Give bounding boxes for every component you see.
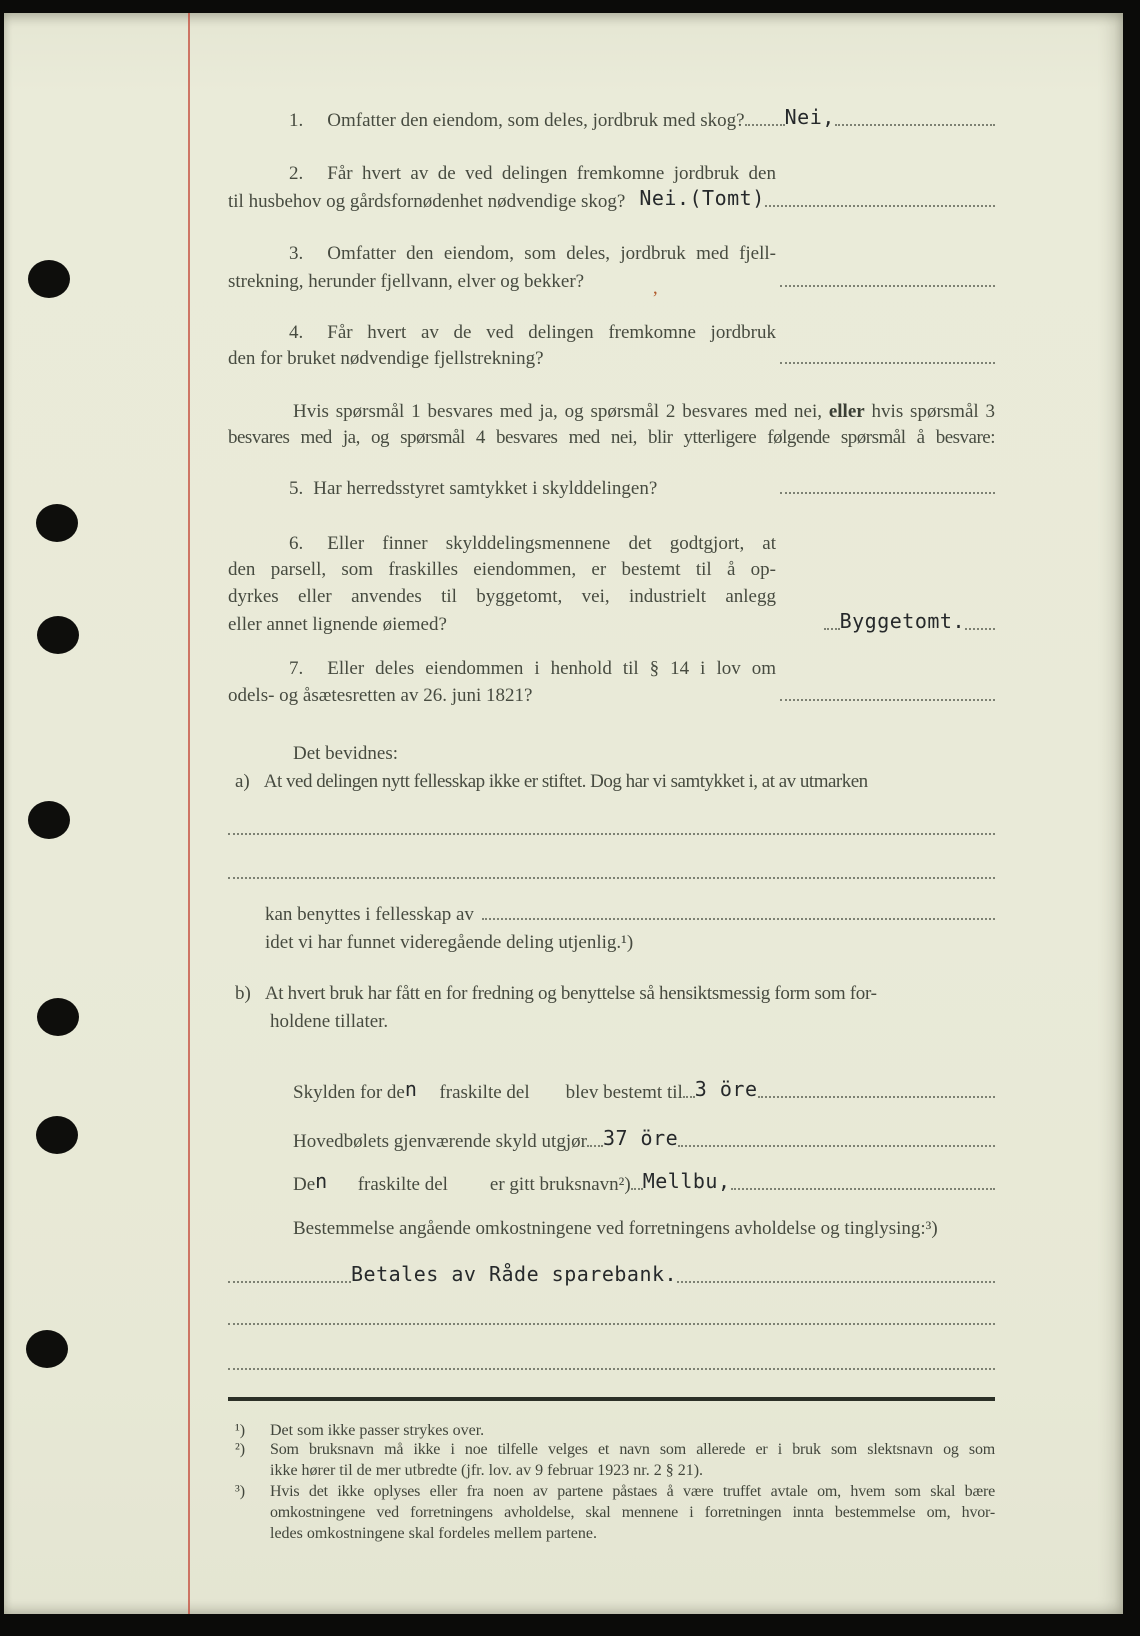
attestation-item-b bbox=[228, 981, 995, 1007]
indent bbox=[228, 125, 289, 126]
attestation-heading bbox=[228, 741, 995, 767]
farm-name-row bbox=[228, 1170, 995, 1196]
indent bbox=[228, 337, 289, 338]
indent bbox=[228, 947, 265, 948]
footnote-3-text: Hvis det ikke oplyses eller fra noen av partene påstaes å være truffet avtale om, hvem som skal bære bbox=[270, 1483, 995, 1500]
question-6-number: 6. bbox=[289, 533, 304, 554]
indent bbox=[228, 673, 289, 674]
question-4-row-2 bbox=[228, 346, 995, 372]
number-gap bbox=[303, 548, 327, 549]
question-7-text: Eller deles eiendommen i henhold til § 14 i lov om bbox=[327, 658, 776, 679]
footnote-2-text: Som bruksnavn må ikke i noe tilfelle velges et navn som allerede er i bruk som slektsnavn og som bbox=[270, 1441, 995, 1458]
question-4-text-cont: den for bruket nødvendige fjellstrekning? bbox=[228, 348, 544, 369]
conditions-text: hvis spørsmål 3 bbox=[864, 401, 995, 422]
punch-hole bbox=[37, 616, 79, 654]
conditions-text-cont: besvares med ja, og spørsmål 4 besvares med nei, blir ytterligere følgende spørsmål å besvare: bbox=[228, 427, 995, 448]
dotted-leader bbox=[631, 1183, 643, 1190]
dotted-leader bbox=[835, 119, 995, 126]
remaining-skyld-label: Hovedbølets gjenværende skyld utgjør bbox=[293, 1131, 587, 1152]
costs-clause-line bbox=[228, 1216, 995, 1242]
skyld-label: Skylden for de bbox=[293, 1082, 405, 1103]
item-b-text: At hvert bruk har fått en for fredning og benyttelse så hensiktsmessig form som for- bbox=[264, 983, 877, 1004]
question-3-line-1 bbox=[228, 241, 776, 267]
form-blank bbox=[328, 1189, 358, 1190]
typed-letter-n: n bbox=[404, 1077, 418, 1101]
typed-answer-2: Nei.(Tomt) bbox=[639, 186, 765, 210]
dotted-leader bbox=[780, 487, 995, 494]
footnote-2-marker: ²) bbox=[235, 1441, 246, 1458]
indent bbox=[228, 758, 293, 759]
number-gap bbox=[303, 178, 327, 179]
question-7-line-1 bbox=[228, 656, 776, 682]
indent bbox=[228, 1026, 270, 1027]
indent bbox=[228, 416, 293, 417]
typed-answer-1: Nei, bbox=[784, 105, 835, 129]
question-4-text: Får hvert av de ved delingen fremkomne jordbruk bbox=[327, 322, 776, 343]
indent bbox=[228, 1146, 293, 1147]
costs-answer-row bbox=[228, 1263, 995, 1289]
question-7-row-2 bbox=[228, 683, 995, 709]
item-b-text-cont: holdene tillater. bbox=[270, 1011, 389, 1032]
unsuitable-division-line bbox=[228, 930, 995, 956]
item-b-label: b) bbox=[235, 983, 251, 1004]
dotted-leader bbox=[780, 357, 995, 364]
skyld-label-mid: fraskilte del bbox=[439, 1082, 530, 1103]
dotted-leader bbox=[482, 913, 995, 920]
common-use-text: kan benyttes i fellesskap av bbox=[265, 904, 474, 925]
footnote-1 bbox=[228, 1420, 995, 1441]
footnote-1-marker: ¹) bbox=[235, 1422, 246, 1439]
farm-name-label-mid: fraskilte del bbox=[357, 1174, 448, 1195]
dotted-leader bbox=[824, 623, 840, 630]
question-6-line-1 bbox=[228, 531, 776, 557]
indent bbox=[228, 178, 289, 179]
gap bbox=[251, 998, 265, 999]
indent bbox=[228, 493, 289, 494]
punch-hole bbox=[26, 1330, 68, 1368]
number-gap bbox=[303, 258, 327, 259]
item-a-label: a) bbox=[235, 771, 250, 792]
question-7-number: 7. bbox=[289, 658, 304, 679]
typed-answer-6: Byggetomt. bbox=[839, 609, 965, 633]
question-6-line-3 bbox=[228, 584, 776, 610]
red-margin-line bbox=[188, 13, 190, 1614]
conditions-paragraph-line-2 bbox=[228, 425, 995, 451]
footnote-2-text-cont: ikke hører til de mer utbredte (jfr. lov. av 9 februar 1923 nr. 2 § 21). bbox=[270, 1462, 704, 1479]
footnote-separator-rule bbox=[228, 1397, 995, 1401]
typed-remaining-skyld-value: 37 öre bbox=[602, 1126, 679, 1150]
number-gap bbox=[303, 493, 313, 494]
question-5-text: Har herredsstyret samtykket i skylddelingen? bbox=[313, 478, 658, 499]
indent bbox=[228, 1233, 293, 1234]
form-blank bbox=[448, 1189, 490, 1190]
gap bbox=[250, 786, 264, 787]
farm-name-label: De bbox=[293, 1174, 316, 1195]
question-7-text-cont: odels- og åsætesretten av 26. juni 1821? bbox=[228, 685, 533, 706]
question-3-text-cont: strekning, herunder fjellvann, elver og bekker? bbox=[228, 271, 585, 292]
question-1-row bbox=[228, 106, 995, 132]
dotted-leader bbox=[758, 1091, 995, 1098]
punch-hole bbox=[37, 998, 79, 1036]
question-1-text: Omfatter den eiendom, som deles, jordbruk med skog? bbox=[327, 110, 745, 131]
dotted-leader bbox=[780, 280, 995, 287]
common-use-row bbox=[228, 902, 995, 928]
gap bbox=[625, 206, 639, 207]
question-6-line-2 bbox=[228, 557, 776, 583]
footnote-3-text-cont: ledes omkostningene skal fordeles mellem partene. bbox=[270, 1525, 598, 1542]
indent bbox=[228, 786, 235, 787]
remaining-skyld-row bbox=[228, 1127, 995, 1153]
dotted-leader bbox=[780, 694, 995, 701]
dotted-leader bbox=[965, 623, 995, 630]
typed-skyld-value: 3 öre bbox=[694, 1077, 758, 1101]
dotted-leader bbox=[587, 1140, 603, 1147]
question-2-line-1 bbox=[228, 161, 776, 187]
punch-hole bbox=[28, 801, 70, 839]
skyld-label-post: blev bestemt til bbox=[565, 1082, 683, 1103]
question-3-row-2 bbox=[228, 269, 995, 295]
punch-hole bbox=[28, 260, 70, 298]
item-b-line-2 bbox=[228, 1009, 995, 1035]
attestation-heading-text: Det bevidnes: bbox=[293, 743, 399, 764]
question-4-number: 4. bbox=[289, 322, 304, 343]
question-2-text: Får hvert av de ved delingen fremkomne jordbruk den bbox=[327, 163, 776, 184]
question-1-number: 1. bbox=[289, 110, 304, 131]
footnote-2 bbox=[228, 1439, 995, 1481]
number-gap bbox=[303, 125, 327, 126]
indent bbox=[228, 1097, 293, 1098]
question-6-text-cont: den parsell, som fraskilles eiendommen, er bestemt til å op- bbox=[228, 559, 776, 580]
blank-dotted-line bbox=[228, 1354, 995, 1370]
typed-farm-name: Mellbu, bbox=[642, 1169, 731, 1193]
question-2-number: 2. bbox=[289, 163, 304, 184]
dotted-leader bbox=[228, 1276, 351, 1283]
dotted-leader bbox=[731, 1183, 996, 1190]
question-2-text-cont: til husbehov og gårdsfornødenhet nødvendige skog? bbox=[228, 191, 626, 212]
question-3-text: Omfatter den eiendom, som deles, jordbruk med fjell- bbox=[327, 243, 776, 264]
conditions-text: Hvis spørsmål 1 besvares med ja, og spørsmål 2 besvares med nei, bbox=[293, 401, 829, 422]
form-blank bbox=[417, 1097, 439, 1098]
indent bbox=[228, 919, 265, 920]
attestation-item-a bbox=[228, 769, 995, 795]
question-2-row-2 bbox=[228, 187, 995, 213]
question-6-row-4 bbox=[228, 610, 995, 636]
gap bbox=[474, 919, 482, 920]
unsuitable-division-text: idet vi har funnet videregående deling utjenlig.¹) bbox=[265, 932, 634, 953]
blank-dotted-line bbox=[228, 1309, 995, 1325]
punch-hole bbox=[36, 504, 78, 542]
form-blank bbox=[530, 1097, 566, 1098]
indent bbox=[228, 998, 235, 999]
item-a-text: At ved delingen nytt fellesskap ikke er stiftet. Dog har vi samtykket i, at av utmarken bbox=[263, 771, 868, 792]
dotted-leader bbox=[678, 1140, 995, 1147]
footnote-3-marker: ³) bbox=[235, 1483, 246, 1500]
typed-letter-n: n bbox=[315, 1169, 328, 1193]
punch-hole bbox=[36, 1116, 78, 1154]
footnote-3 bbox=[228, 1481, 995, 1544]
dotted-leader bbox=[765, 200, 995, 207]
question-5-row bbox=[228, 476, 995, 502]
indent bbox=[228, 258, 289, 259]
severed-part-skyld-row bbox=[228, 1078, 995, 1104]
question-5-number: 5. bbox=[289, 478, 304, 499]
stray-ink-mark: ’ bbox=[652, 288, 659, 309]
dotted-leader bbox=[745, 119, 785, 126]
dotted-leader bbox=[677, 1276, 995, 1283]
conditions-paragraph-line-1 bbox=[228, 399, 995, 425]
number-gap bbox=[303, 337, 327, 338]
conditions-text-bold: eller bbox=[828, 401, 865, 422]
question-4-line-1 bbox=[228, 320, 776, 346]
footnote-1-text: Det som ikke passer strykes over. bbox=[270, 1422, 485, 1439]
blank-dotted-line bbox=[228, 863, 995, 879]
dotted-leader bbox=[683, 1091, 695, 1098]
footnote-3-text-cont: omkostningene ved forretningens avholdelse, skal mennene i forretningen innta bestemmelse om, hvor- bbox=[270, 1504, 995, 1521]
farm-name-label-post: er gitt bruksnavn²) bbox=[489, 1174, 631, 1195]
number-gap bbox=[303, 673, 327, 674]
typed-costs-answer: Betales av Råde sparebank. bbox=[351, 1262, 678, 1286]
question-6-text-cont: dyrkes eller anvendes til byggetomt, vei, industrielt anlegg bbox=[228, 586, 776, 607]
question-6-text-cont: eller annet lignende øiemed? bbox=[228, 614, 447, 635]
indent bbox=[228, 548, 289, 549]
question-6-text: Eller finner skylddelingsmennene det godtgjort, at bbox=[327, 533, 776, 554]
question-3-number: 3. bbox=[289, 243, 304, 264]
blank-dotted-line bbox=[228, 819, 995, 835]
indent bbox=[228, 1189, 293, 1190]
costs-clause-text: Bestemmelse angående omkostningene ved forretningens avholdelse og tinglysing:³) bbox=[293, 1218, 938, 1239]
